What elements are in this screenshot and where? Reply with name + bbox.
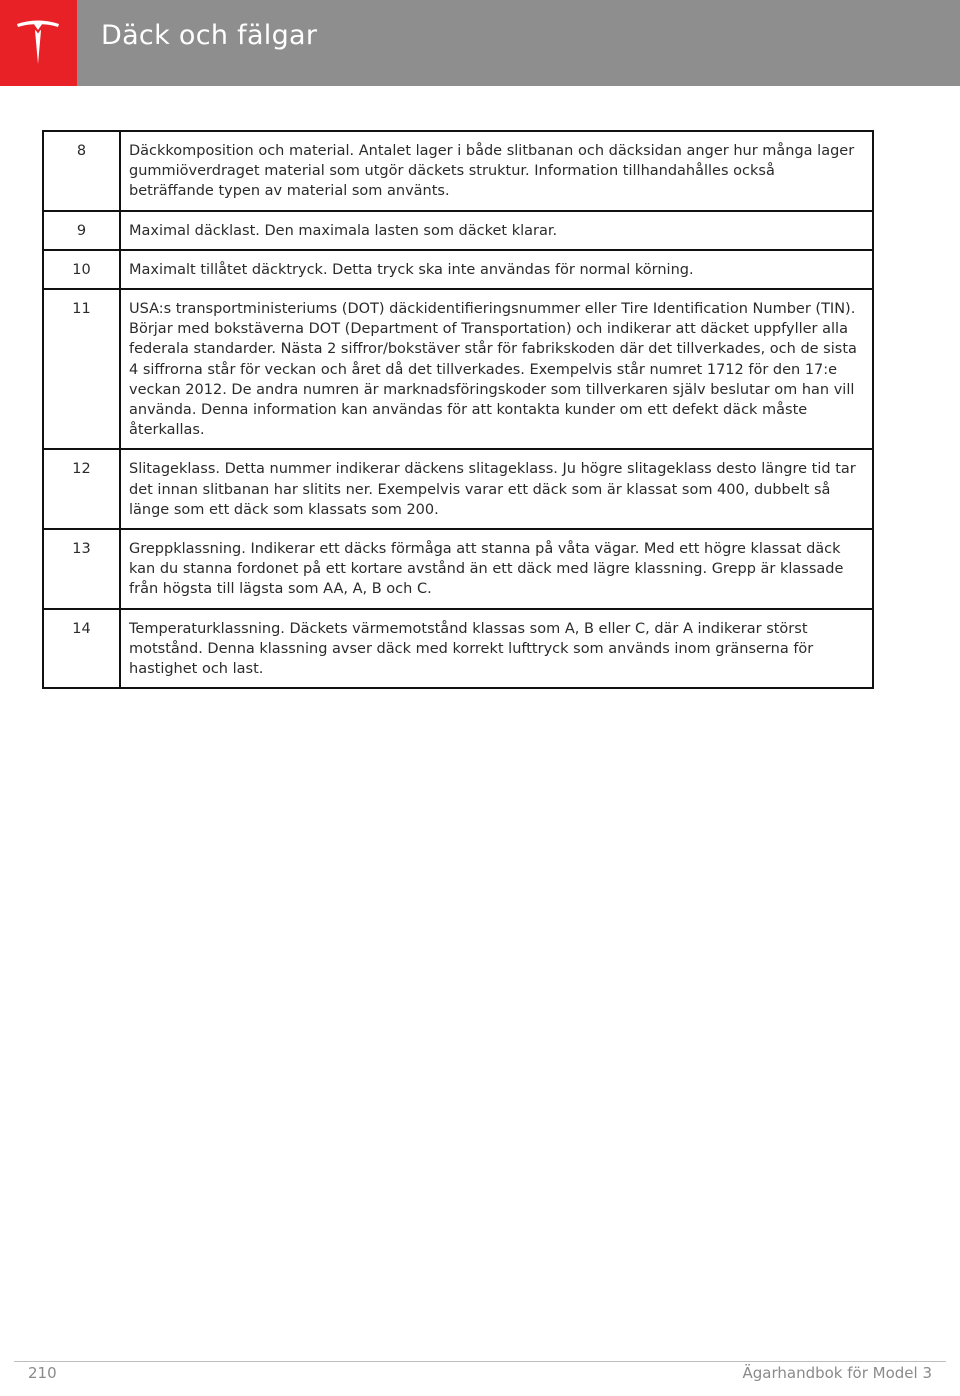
row-description: Slitageklass. Detta nummer indikerar däckens slitageklass. Ju högre slitageklass desto längre tid tar det innan slitbanan har slitits ner. Exempelvis varar ett däck som är klassat som 400, dubbelt så länge som ett däck som klassats som 200.	[120, 449, 873, 529]
row-number: 10	[43, 250, 120, 289]
footer-manual-title: Ägarhandbok för Model 3	[742, 1364, 932, 1382]
table-row	[43, 609, 873, 689]
row-number: 13	[43, 529, 120, 609]
row-description: USA:s transportministeriums (DOT) däckidentifieringsnummer eller Tire Identification Number (TIN). Börjar med bokstäverna DOT (Department of Transportation) och indikerar att däcket uppfyller alla federala standarder. Nästa 2 siffror/bokstäver står för fabrikskoden där det tillverkades, och de sista 4 siffrorna står för veckan och året då det tillverkades. Exempelvis står numret 1712 för den 17:e veckan 2012. De andra numren är marknadsföringskoder som tillverkaren själv beslutar om han vill använda. Denna information kan användas för att kontakta kunder om ett defekt däck måste återkallas.	[120, 289, 873, 449]
row-number: 11	[43, 289, 120, 449]
table-row	[43, 250, 873, 289]
row-number: 9	[43, 211, 120, 250]
row-description: Maximalt tillåtet däcktryck. Detta tryck ska inte användas för normal körning.	[120, 250, 873, 289]
table-row	[43, 529, 873, 609]
footer-divider	[14, 1361, 946, 1362]
row-number: 12	[43, 449, 120, 529]
row-number: 8	[43, 131, 120, 211]
table-row	[43, 211, 873, 250]
page-title: Däck och fälgar	[101, 20, 318, 51]
row-number: 14	[43, 609, 120, 689]
header-logo-box	[0, 0, 77, 86]
row-description: Maximal däcklast. Den maximala lasten som däcket klarar.	[120, 211, 873, 250]
table-row	[43, 289, 873, 449]
row-description: Däckkomposition och material. Antalet lager i både slitbanan och däcksidan anger hur många lager gummiöverdraget material som utgör däckets struktur. Information tillhandahålles också beträffande typen av material som använts.	[120, 131, 873, 211]
header-bar	[77, 0, 960, 86]
row-description: Greppklassning. Indikerar ett däcks förmåga att stanna på våta vägar. Med ett högre klassat däck kan du stanna fordonet på ett kortare avstånd än ett däck med lägre klassning. Grepp är klassade från högsta till lägsta som AA, A, B och C.	[120, 529, 873, 609]
tire-marking-table	[42, 130, 874, 689]
table-row	[43, 449, 873, 529]
footer-page-number: 210	[28, 1364, 57, 1382]
tesla-logo-icon	[14, 18, 62, 66]
row-description: Temperaturklassning. Däckets värmemotstånd klassas som A, B eller C, där A indikerar störst motstånd. Denna klassning avser däck med korrekt lufttryck som används inom gränserna för hastighet och last.	[120, 609, 873, 689]
table-row	[43, 131, 873, 211]
